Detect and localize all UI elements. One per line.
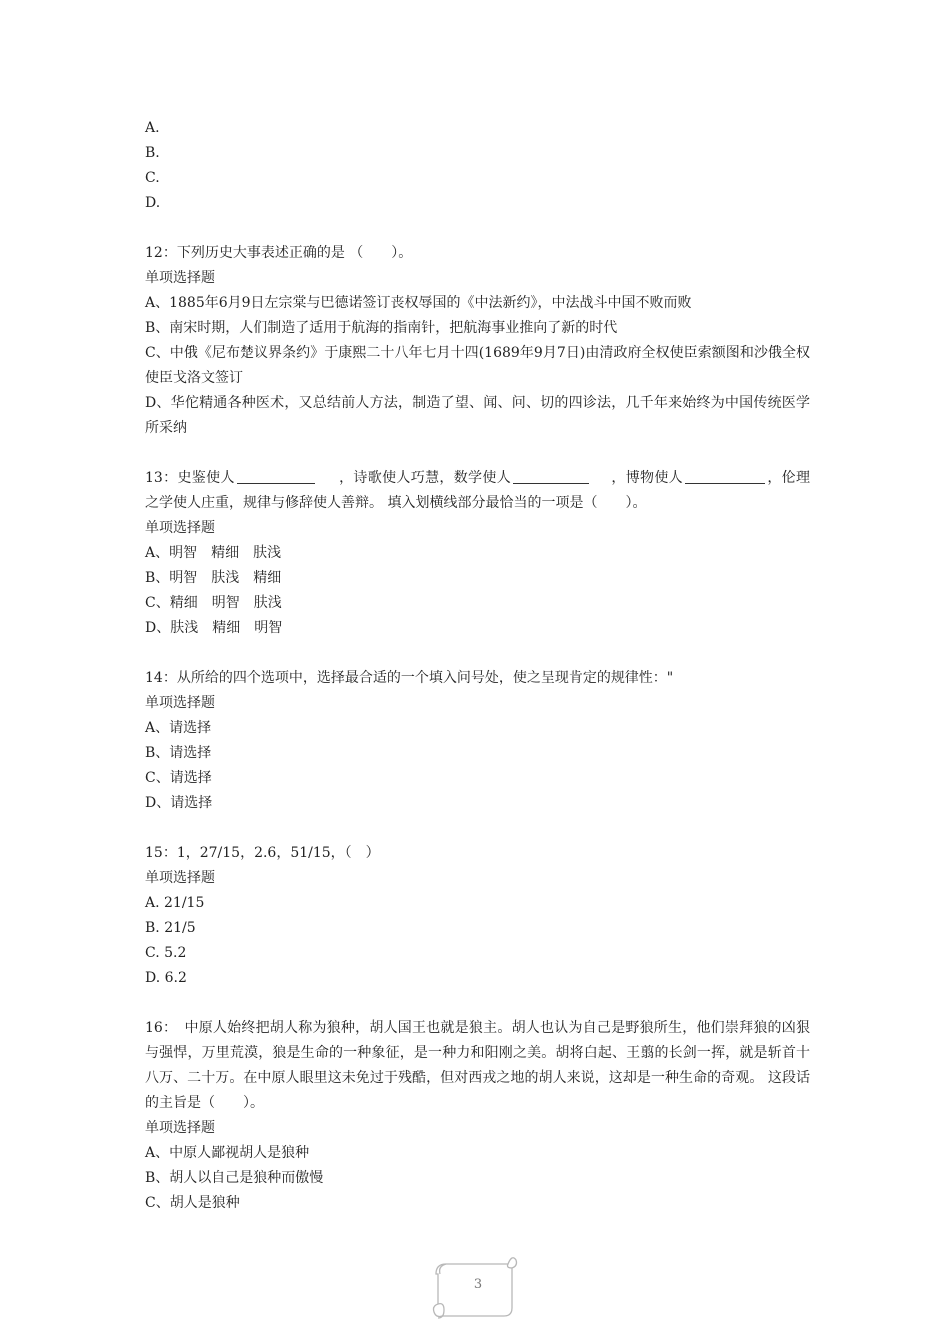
option-d: D、请选择: [145, 795, 213, 811]
option-c: C. 5.2: [145, 945, 187, 961]
question-stem: 15：1，27/15，2.6，51/15，（ ）: [145, 845, 380, 861]
option-a: A、请选择: [145, 720, 212, 736]
option-b: B、南宋时期，人们制造了适用于航海的指南针，把航海事业推向了新的时代: [145, 320, 618, 336]
page-content: [145, 116, 810, 1216]
question-15: [145, 841, 810, 991]
option-c: C、中俄《尼布楚议界条约》于康熙二十八年七月十四(1689年9月7日)由清政府全权使臣索额图和沙俄全权使臣戈洛文签订: [145, 345, 810, 386]
option-b: B.: [145, 145, 160, 161]
question-type: 单项选择题: [145, 520, 215, 536]
question-stem: 13：史鉴使人 ，诗歌使人巧慧，数学使人 ，博物使人 ，伦理之学使人庄重，规律与修辞使人善辩。 填入划横线部分最恰当的一项是（ ）。: [145, 466, 810, 516]
question-16: [145, 1016, 810, 1216]
option-a: A. 21/15: [145, 895, 205, 911]
option-d: D、华佗精通各种医术，又总结前人方法，制造了望、闻、问、切的四诊法，几千年来始终为中国传统医学所采纳: [145, 395, 810, 436]
option-c: C、精细 明智 肤浅: [145, 595, 282, 611]
option-c: C、请选择: [145, 770, 212, 786]
option-a: A、明智 精细 肤浅: [145, 545, 282, 561]
question-stem: 16： 中原人始终把胡人称为狼种，胡人国王也就是狼主。胡人也认为自己是野狼所生，他们崇拜狼的凶狠与强悍，万里荒漠，狼是生命的一种象征，是一种力和阳刚之美。胡将白起、王翦的长剑一挥，就是斩首十八万、二十万。在中原人眼里这未免过于残酷，但对西戎之地的胡人来说，这却是一种生命的奇观。 这段话的主旨是（ ）。: [145, 1020, 810, 1111]
option-d: D. 6.2: [145, 970, 187, 986]
fill-blank-2: [513, 467, 589, 484]
page-footer: [428, 1252, 522, 1324]
option-b: B、请选择: [145, 745, 212, 761]
option-b: B. 21/5: [145, 920, 196, 936]
option-d: D、肤浅 精细 明智: [145, 620, 283, 636]
question-type: 单项选择题: [145, 695, 215, 711]
question-stem: 12：下列历史大事表述正确的是 （ ）。: [145, 245, 413, 261]
question-stem: 14：从所给的四个选项中，选择最合适的一个填入问号处，使之呈现肯定的规律性：": [145, 670, 674, 686]
page-number: 3: [473, 1277, 483, 1292]
question-type: 单项选择题: [145, 270, 215, 286]
question-13: [145, 466, 810, 641]
option-a: A.: [145, 120, 160, 136]
option-d: D.: [145, 195, 161, 211]
option-c: C.: [145, 170, 160, 186]
question-type: 单项选择题: [145, 1120, 215, 1136]
option-a: A、中原人鄙视胡人是狼种: [145, 1145, 310, 1161]
option-b: B、明智 肤浅 精细: [145, 570, 282, 586]
option-b: B、胡人以自己是狼种而傲慢: [145, 1170, 324, 1186]
fill-blank-3: [685, 467, 765, 484]
question-14: [145, 666, 810, 816]
previous-question-options: [145, 116, 810, 216]
fill-blank-1: [237, 467, 315, 484]
option-a: A、1885年6月9日左宗棠与巴德诺签订丧权辱国的《中法新约》，中法战斗中国不败而败: [145, 295, 692, 311]
question-type: 单项选择题: [145, 870, 215, 886]
option-c: C、胡人是狼种: [145, 1195, 240, 1211]
question-12: [145, 241, 810, 441]
